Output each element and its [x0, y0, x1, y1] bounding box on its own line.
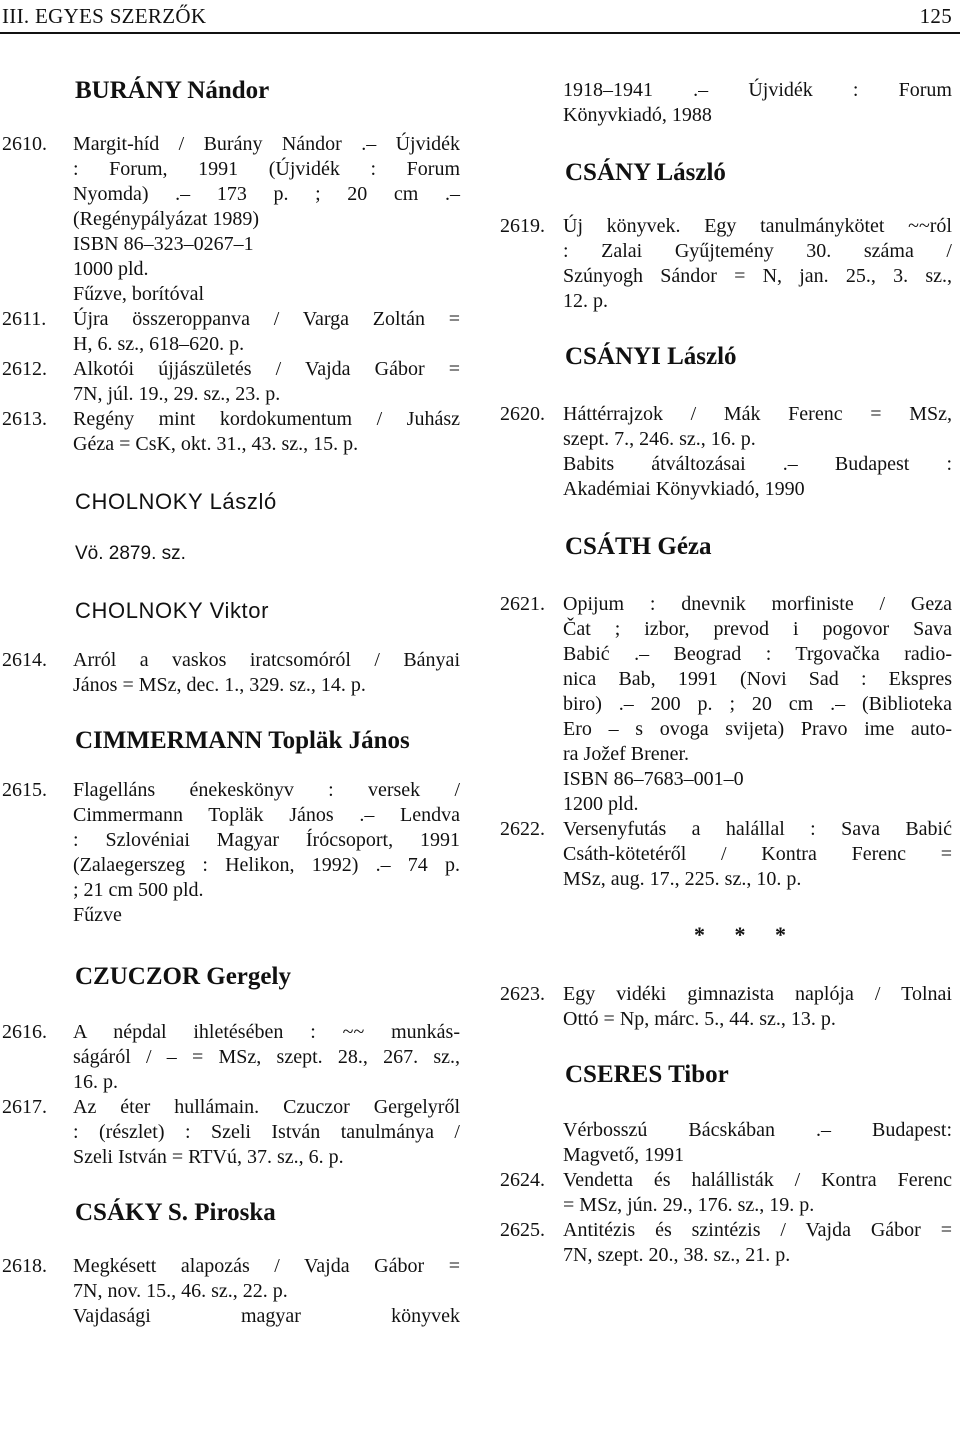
- entry-line: Háttérrajzok / Mák Ferenc = MSz,: [563, 403, 952, 425]
- entry-line: : Szlovéniai Magyar Írócsoport, 1991: [73, 829, 460, 851]
- entry-line: János = MSz, dec. 1., 329. sz., 14. p.: [73, 674, 366, 696]
- author-heading: CHOLNOKY Viktor: [75, 598, 270, 623]
- author-heading: CSERES Tibor: [565, 1061, 729, 1088]
- author-heading: CIMMERMANN Topläk János: [75, 727, 410, 754]
- entry-2620: [500, 402, 952, 502]
- entry-line: ságáról / – = MSz, szept. 28., 267. sz.,: [73, 1046, 460, 1068]
- section-title: III. EGYES SZERZŐK: [2, 4, 207, 28]
- continuation-text: [500, 78, 952, 128]
- entry-2625: [500, 1218, 952, 1268]
- entry-number: 2625.: [500, 1219, 545, 1241]
- entry-line: (Regénypályázat 1989): [73, 208, 260, 230]
- entry-line: 7N, júl. 19., 29. sz., 23. p.: [73, 383, 281, 405]
- entry-line: : (részlet) : Szeli István tanulmánya /: [73, 1121, 460, 1143]
- entry-line: Cimmermann Topläk János .– Lendva: [73, 804, 460, 826]
- entry-2614: [2, 648, 460, 698]
- entry-line: Egy vidéki gimnazista naplója / Tolnai: [563, 983, 952, 1005]
- author-heading: CSÁTH Géza: [565, 533, 712, 560]
- entry-2613: [2, 407, 460, 457]
- entry-number: 2623.: [500, 983, 545, 1005]
- page-header: [0, 0, 960, 32]
- entry-number: 2615.: [2, 779, 47, 801]
- entry-line: Babić .– Beograd : Trgovačka radio-: [563, 643, 952, 665]
- entry-line: 16. p.: [73, 1071, 118, 1093]
- entry-line: Čat ; izbor, prevod i pogovor Sava: [563, 618, 952, 640]
- entry-line: Az éter hullámain. Czuczor Gergelyről: [73, 1096, 460, 1118]
- entry-line: Magvető, 1991: [563, 1144, 685, 1166]
- see-also-note: Vö. 2879. sz.: [75, 543, 186, 564]
- entry-line: A népdal ihletésében : ~~ munkás-: [73, 1021, 460, 1043]
- entry-number: 2616.: [2, 1021, 47, 1043]
- entry-line: Ottó = Np, márc. 5., 44. sz., 13. p.: [563, 1008, 836, 1030]
- entry-2622: [500, 817, 952, 892]
- entry-number: 2614.: [2, 649, 47, 671]
- entry-line: Fűzve, borítóval: [73, 283, 205, 305]
- entry-line: Szúnyogh Sándor = N, jan. 25., 3. sz.,: [563, 265, 952, 287]
- entry-line: Új könyvek. Egy tanulmánykötet ~~ról: [563, 215, 952, 237]
- entry-line: Vajdasági magyar könyvek: [73, 1305, 460, 1327]
- right-column: [500, 78, 952, 1268]
- entry-line: 1000 pld.: [73, 258, 149, 280]
- entry-2615: [2, 778, 460, 928]
- entry-number: 2612.: [2, 358, 47, 380]
- entry-line: 1200 pld.: [563, 793, 639, 815]
- entry-2619: [500, 214, 952, 314]
- page-number: 125: [919, 4, 952, 28]
- entry-line: Szeli István = RTVú, 37. sz., 6. p.: [73, 1146, 344, 1168]
- entry-line: Nyomda) .– 173 p. ; 20 cm .–: [73, 183, 460, 205]
- entry-line: 7N, szept. 20., 38. sz., 21. p.: [563, 1244, 791, 1266]
- entry-number: 2618.: [2, 1255, 47, 1277]
- entry-2624: [500, 1168, 952, 1218]
- entry-line: Vérbosszú Bácskában .– Budapest:: [563, 1119, 952, 1141]
- entry-line: Megkésett alapozás / Vajda Gábor =: [73, 1255, 460, 1277]
- entry-number: 2621.: [500, 593, 545, 615]
- entry-line: H, 6. sz., 618–620. p.: [73, 333, 245, 355]
- entry-line: Csáth-kötetéről / Kontra Ferenc =: [563, 843, 952, 865]
- author-heading: CSÁNY László: [565, 159, 726, 186]
- author-heading: CZUCZOR Gergely: [75, 963, 291, 990]
- author-heading: CSÁNYI László: [565, 343, 737, 370]
- entry-line: Géza = CsK, okt. 31., 43. sz., 15. p.: [73, 433, 359, 455]
- entry-2612: [2, 357, 460, 407]
- entry-line: nica Bab, 1991 (Novi Sad : Ekspres: [563, 668, 952, 690]
- entry-line: Babits átváltozásai .– Budapest :: [563, 453, 952, 475]
- entry-line: : Forum, 1991 (Újvidék : Forum: [73, 158, 460, 180]
- entry-line: Fűzve: [73, 904, 122, 926]
- section-separator: * * *: [694, 922, 798, 947]
- entry-number: 2610.: [2, 133, 47, 155]
- entry-line: ISBN 86–323–0267–1: [73, 233, 254, 255]
- entry-number: 2617.: [2, 1096, 47, 1118]
- entry-number: 2620.: [500, 403, 545, 425]
- entry-line: Könyvkiadó, 1988: [563, 104, 712, 126]
- entry-number: 2624.: [500, 1169, 545, 1191]
- entry-line: : Zalai Gyűjtemény 30. száma /: [563, 240, 952, 262]
- entry-line: Arról a vaskos iratcsomóról / Bányai: [73, 649, 460, 671]
- entry-2623: [500, 982, 952, 1032]
- header-rule: [0, 32, 960, 34]
- entry-line: 1918–1941 .– Újvidék : Forum: [563, 79, 952, 101]
- entry-line: Antitézis és szintézis / Vajda Gábor =: [563, 1219, 952, 1241]
- entry-line: ISBN 86–7683–001–0: [563, 768, 744, 790]
- entry-2621: [500, 592, 952, 817]
- left-column: [2, 76, 460, 1329]
- author-heading: CSÁKY S. Piroska: [75, 1199, 276, 1226]
- entry-2610: [2, 132, 460, 307]
- entry-number: 2611.: [2, 308, 47, 330]
- entry-line: Ero – s ovoga svijeta) Pravo ime auto-: [563, 718, 952, 740]
- entry-2611: [2, 307, 460, 357]
- entry-line: 7N, nov. 15., 46. sz., 22. p.: [73, 1280, 288, 1302]
- entry-line: 12. p.: [563, 290, 608, 312]
- entry-2617: [2, 1095, 460, 1170]
- author-heading: BURÁNY Nándor: [75, 77, 270, 104]
- entry-line: MSz, aug. 17., 225. sz., 10. p.: [563, 868, 802, 890]
- entry-line: Vendetta és halállisták / Kontra Ferenc: [563, 1169, 952, 1191]
- entry-line: Akadémiai Könyvkiadó, 1990: [563, 478, 805, 500]
- entry-line: Margit-híd / Burány Nándor .– Újvidék: [73, 133, 460, 155]
- entry-line: Opijum : dnevnik morfiniste / Geza: [563, 593, 952, 615]
- entry-line: szept. 7., 246. sz., 16. p.: [563, 428, 756, 450]
- entry-line: ra Jožef Brener.: [563, 743, 690, 765]
- entry-2618: [2, 1254, 460, 1329]
- entry-number: 2613.: [2, 408, 47, 430]
- entry-line: Regény mint kordokumentum / Juhász: [73, 408, 460, 430]
- book-line: [500, 1118, 952, 1168]
- entry-line: (Zalaegerszeg : Helikon, 1992) .– 74 p.: [73, 854, 460, 876]
- entry-number: 2619.: [500, 215, 545, 237]
- entry-line: Flagelláns énekeskönyv : versek /: [73, 779, 460, 801]
- entry-line: biro) .– 200 p. ; 20 cm .– (Biblioteka: [563, 693, 952, 715]
- entry-line: Újra összeroppanva / Varga Zoltán =: [73, 308, 460, 330]
- entry-line: Versenyfutás a halállal : Sava Babić: [563, 818, 952, 840]
- entry-line: = MSz, jún. 29., 176. sz., 19. p.: [563, 1194, 815, 1216]
- entry-line: ; 21 cm 500 pld.: [73, 879, 204, 901]
- author-heading: CHOLNOKY László: [75, 489, 277, 514]
- entry-line: Alkotói újjászületés / Vajda Gábor =: [73, 358, 460, 380]
- entry-number: 2622.: [500, 818, 545, 840]
- entry-2616: [2, 1020, 460, 1095]
